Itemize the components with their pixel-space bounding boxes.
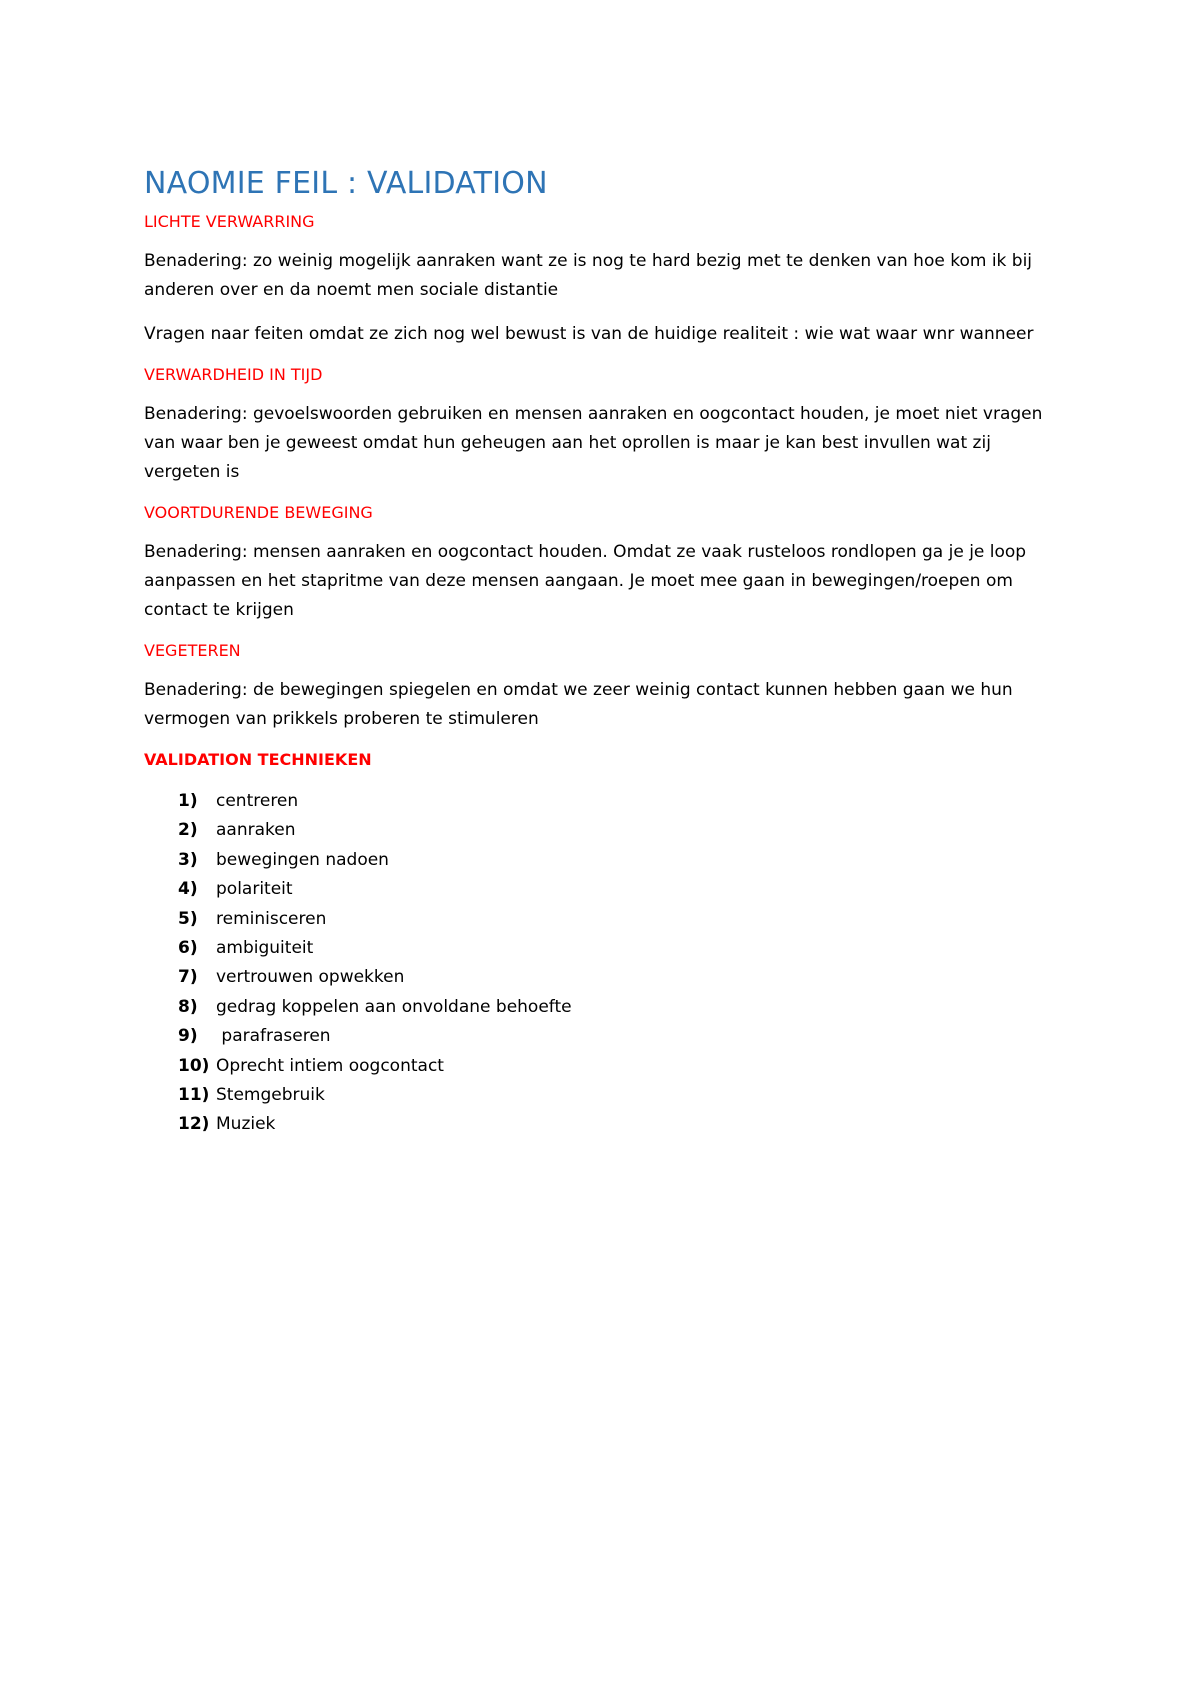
list-item-number: 10) bbox=[178, 1055, 210, 1076]
list-item-number: 1) bbox=[178, 791, 198, 811]
list-item-text: ambiguiteit bbox=[216, 938, 314, 959]
list-item-text: centreren bbox=[216, 791, 299, 811]
list-item-number: 6) bbox=[178, 938, 198, 959]
list-item bbox=[144, 1022, 1064, 1051]
list-item bbox=[144, 816, 1064, 845]
section-paragraph: Vragen naar feiten omdat ze zich nog wel bewust is van de huidige realiteit : wie wat waar wnr wanneer bbox=[144, 324, 1034, 344]
list-item bbox=[144, 1052, 1064, 1081]
list-item-text: Stemgebruik bbox=[216, 1085, 325, 1106]
section-paragraph: Benadering: de bewegingen spiegelen en omdat we zeer weinig contact kunnen hebben gaan we hun vermogen van prikkels proberen te stimuleren bbox=[144, 680, 1013, 729]
section-paragraph: Benadering: mensen aanraken en oogcontact houden. Omdat ze vaak rusteloos rondlopen ga je je loop aanpassen en het stapritme van deze mensen aangaan. Je moet mee gaan in bewegingen/roepen om contact te krijgen bbox=[144, 542, 1027, 620]
list-item-number: 11) bbox=[178, 1085, 210, 1106]
list-item-number: 8) bbox=[178, 996, 198, 1017]
section-heading-lichte-verwarring: LICHTE VERWARRING bbox=[144, 212, 315, 231]
list-item-number: 7) bbox=[178, 967, 198, 988]
list-item bbox=[144, 1081, 1064, 1110]
list-item bbox=[144, 846, 1064, 875]
list-item-text: vertrouwen opwekken bbox=[216, 967, 405, 988]
list-item bbox=[144, 934, 1064, 963]
list-item-text: Muziek bbox=[216, 1114, 276, 1135]
section-paragraph: Benadering: gevoelswoorden gebruiken en mensen aanraken en oogcontact houden, je moet niet vragen van waar ben je geweest omdat hun geheugen aan het oprollen is maar je kan best invullen wat zij vergeten is bbox=[144, 404, 1043, 482]
list-item bbox=[144, 1110, 1064, 1139]
section-heading-voortdurende-beweging: VOORTDURENDE BEWEGING bbox=[144, 503, 373, 522]
list-item-number: 3) bbox=[178, 849, 198, 870]
list-item-text: parafraseren bbox=[216, 1026, 331, 1047]
list-item bbox=[144, 875, 1064, 904]
list-item-number: 12) bbox=[178, 1114, 210, 1135]
document-title: NAOMIE FEIL : VALIDATION bbox=[144, 166, 548, 201]
section-heading-vegeteren: VEGETEREN bbox=[144, 641, 241, 660]
section-paragraph: Benadering: zo weinig mogelijk aanraken want ze is nog te hard bezig met te denken van hoe kom ik bij anderen over en da noemt men sociale distantie bbox=[144, 251, 1033, 300]
section-heading-verwardheid-in-tijd: VERWARDHEID IN TIJD bbox=[144, 365, 323, 384]
list-item-number: 2) bbox=[178, 820, 198, 841]
section-heading-validation-technieken: VALIDATION TECHNIEKEN bbox=[144, 750, 372, 769]
document-content bbox=[144, 166, 1064, 1140]
list-item-text: bewegingen nadoen bbox=[216, 849, 389, 870]
list-item-text: polariteit bbox=[216, 879, 293, 900]
list-item-number: 9) bbox=[178, 1026, 198, 1047]
list-item-number: 5) bbox=[178, 908, 198, 929]
list-item-text: gedrag koppelen aan onvoldane behoefte bbox=[216, 996, 572, 1017]
list-item-number: 4) bbox=[178, 879, 198, 900]
list-item bbox=[144, 993, 1064, 1022]
list-item bbox=[144, 787, 1064, 816]
list-item-text: aanraken bbox=[216, 820, 296, 841]
techniques-list bbox=[144, 787, 1064, 1140]
list-item-text: reminisceren bbox=[216, 908, 327, 929]
list-item bbox=[144, 905, 1064, 934]
list-item bbox=[144, 963, 1064, 992]
list-item-text: Oprecht intiem oogcontact bbox=[216, 1055, 444, 1076]
